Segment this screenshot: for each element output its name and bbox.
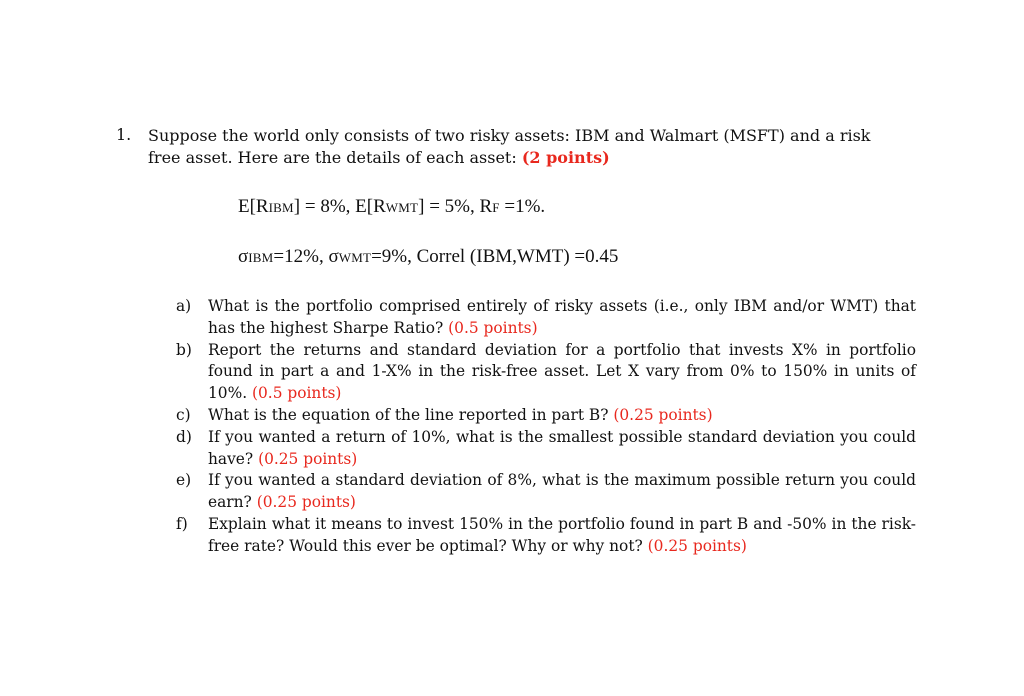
question-text: Suppose the world only consists of two risky assets: IBM and Walmart (MSFT) and a risk free asset. Here are the details of each asset: bbox=[148, 126, 871, 167]
subquestion-text: Report the returns and standard deviation for a portfolio that invests X% in portfolio found in part a and 1-X% in the risk-free asset. Let X vary from 0% to 150% in units of 10%. bbox=[208, 340, 916, 403]
question-number: 1. bbox=[116, 125, 132, 144]
subquestion-letter: d) bbox=[176, 427, 192, 446]
subquestion-text: What is the equation of the line reported in part B? bbox=[208, 405, 609, 424]
subscript-wmt: WMT bbox=[385, 200, 419, 215]
subquestion-text: If you wanted a standard deviation of 8%, what is the maximum possible return you could earn? bbox=[208, 471, 916, 512]
subquestion-item bbox=[176, 470, 916, 514]
subquestion-item bbox=[176, 405, 916, 427]
subquestion-item bbox=[176, 296, 916, 340]
subquestion-letter: a) bbox=[176, 297, 192, 315]
subquestion-item bbox=[176, 514, 916, 558]
subquestion-item bbox=[176, 340, 916, 405]
subquestion-letter: e) bbox=[176, 471, 192, 490]
sigma-symbol: σ bbox=[328, 246, 339, 267]
subquestion-letter: c) bbox=[176, 405, 191, 424]
subscript-ibm: IBM bbox=[248, 250, 274, 265]
formula-text: ] = 5%, R bbox=[418, 196, 493, 217]
subscript-ibm: IBM bbox=[268, 200, 294, 215]
subquestion-list bbox=[176, 296, 916, 558]
subquestion-letter: b) bbox=[176, 340, 192, 359]
subquestion-points: (0.25 points) bbox=[258, 449, 358, 468]
subscript-wmt: WMT bbox=[338, 250, 372, 265]
subquestion-text: What is the portfolio comprised entirely of risky assets (i.e., only IBM and/or WMT) that has the highest Sharpe Ratio? bbox=[208, 297, 916, 337]
formula-text: E[R bbox=[238, 196, 269, 217]
subquestion-text: If you wanted a return of 10%, what is the smallest possible standard deviation you could have? bbox=[208, 427, 916, 468]
question-text-block bbox=[148, 125, 908, 169]
formula-text: ] = 8%, E[R bbox=[293, 196, 386, 217]
subquestion-text: Explain what it means to invest 150% in the portfolio found in part B and -50% in the risk-free rate? Would this ever be optimal? Why or why not? bbox=[208, 514, 916, 555]
sigma-symbol: σ bbox=[238, 246, 249, 267]
subquestion-item bbox=[176, 427, 916, 471]
formula-text: =1%. bbox=[499, 196, 546, 217]
subquestion-points: (0.25 points) bbox=[613, 405, 713, 424]
subscript-f: F bbox=[492, 200, 500, 215]
formula-text: =12%, bbox=[273, 246, 329, 267]
volatility-formula bbox=[238, 246, 618, 268]
subquestion-letter: f) bbox=[176, 514, 188, 533]
question-points: (2 points) bbox=[521, 148, 610, 167]
subquestion-points: (0.25 points) bbox=[647, 536, 747, 555]
subquestion-points: (0.5 points) bbox=[448, 318, 538, 337]
formula-text: =9%, Correl (IBM,WMT) =0.45 bbox=[371, 246, 619, 267]
subquestion-points: (0.25 points) bbox=[256, 493, 356, 512]
expected-returns-formula bbox=[238, 196, 545, 218]
subquestion-points: (0.5 points) bbox=[252, 384, 342, 403]
